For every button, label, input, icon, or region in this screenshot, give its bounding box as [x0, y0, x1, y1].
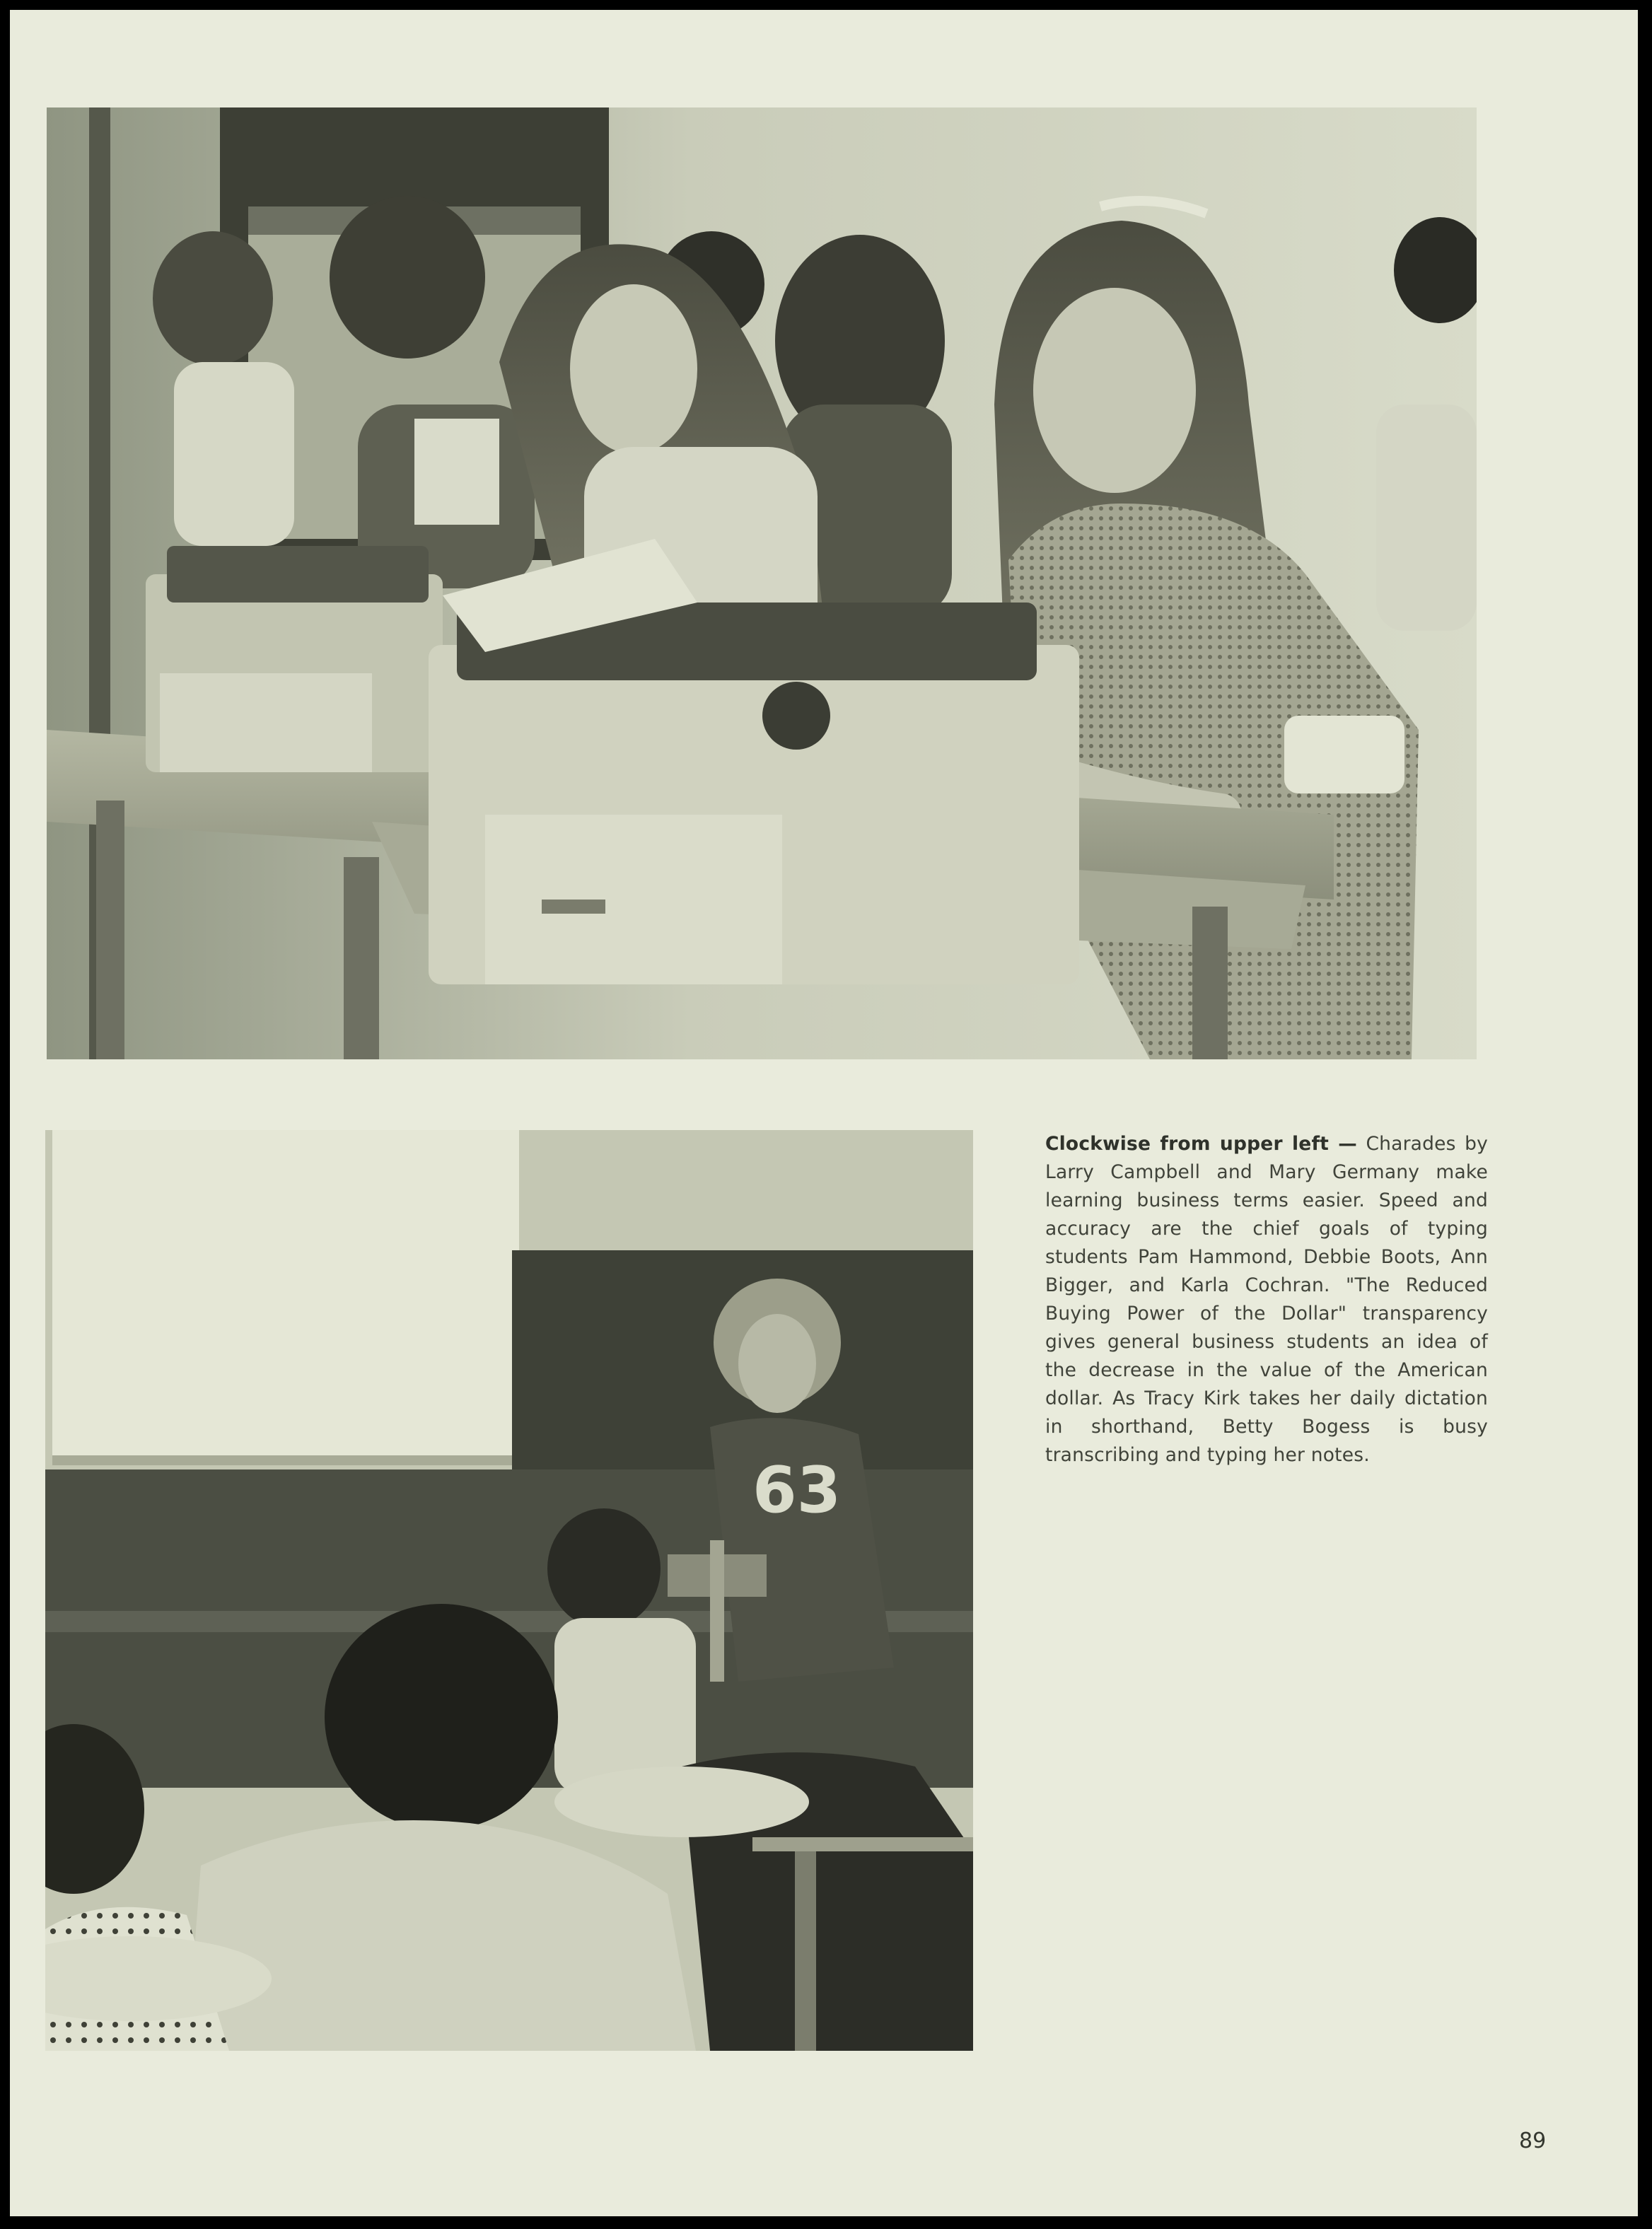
- yearbook-page: [10, 10, 1638, 2216]
- jersey-number: 63: [752, 1453, 842, 1527]
- photo-caption: [1045, 1130, 1488, 1469]
- business-class-illustration: [45, 1130, 973, 2051]
- business-class-photo: [45, 1130, 973, 2051]
- page-number: 89: [1519, 2129, 1547, 2153]
- caption-body: Charades by Larry Campbell and Mary Germany make learning business terms easier. Speed and accuracy are the chief goals of typing students Pam Hammond, Debbie Boots, Ann Bigger, and Karla Cochran. "The Reduced Buying Power of the Dollar" transparency gives general business students an idea of the decrease in the value of the American dollar. As Tracy Kirk takes her daily dictation in shorthand, Betty Bogess is busy transcribing and typing her notes.: [1045, 1133, 1489, 1466]
- typing-class-photo: [47, 107, 1477, 1059]
- typing-class-illustration: [47, 107, 1477, 1059]
- caption-lead: Clockwise from upper left —: [1045, 1133, 1357, 1155]
